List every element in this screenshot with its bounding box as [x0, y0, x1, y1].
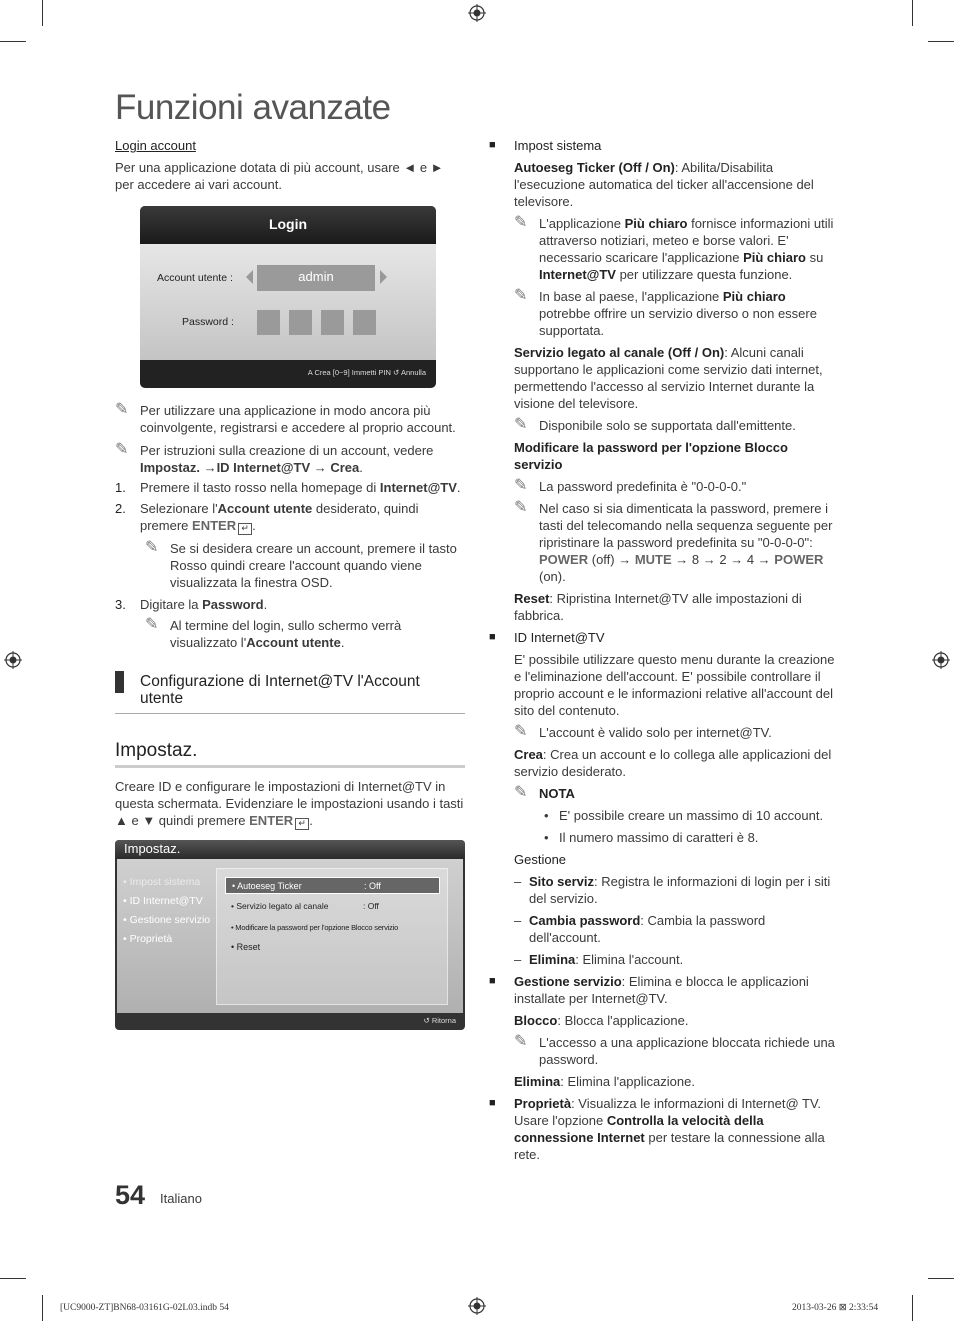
arrow-right-icon[interactable]	[380, 270, 387, 284]
square-bullet-icon: ■	[489, 139, 496, 151]
step-bold: Internet@TV	[379, 480, 457, 495]
item-text: : Blocca l'applicazione.	[557, 1013, 689, 1028]
note-pencil-icon: ✎	[514, 477, 528, 494]
setting-label: • Servizio legato al canale	[231, 901, 329, 911]
note-text: Nel caso si sia dimenticata la password, premere i tasti del telecomando nella sequenza seguente per ripristinare la password predefinita su "0-0-0-0":	[539, 501, 833, 550]
dash-bullet: –	[514, 913, 522, 928]
setting-row-autoeseg-ticker[interactable]	[225, 877, 440, 894]
item-bold: Servizio legato al canale (Off / On)	[514, 345, 725, 360]
item-bold: Cambia password	[529, 913, 641, 928]
note-bold: Più chiaro	[624, 216, 688, 231]
note-pencil-icon: ✎	[115, 441, 129, 458]
item-bold: Reset	[514, 591, 550, 606]
impostaz-text: .	[309, 813, 313, 828]
section-heading	[115, 673, 465, 714]
pin-digit-field[interactable]	[353, 310, 376, 335]
setting-row-modifica-password[interactable]	[225, 919, 440, 936]
item-text: : Abilita/Disabilita l'esecuzione automatica del ticker all'accensione del televisore.	[514, 160, 814, 209]
item-text: : Elimina e blocca le applicazioni installate per Internet@TV.	[514, 974, 809, 1006]
note-text: Per utilizzare una applicazione in modo ancora più coinvolgente, registrarsi e accedere al proprio account.	[140, 403, 456, 435]
print-info-right: 2013-03-26 ⊠ 2:33:54	[792, 1303, 879, 1313]
login-screen-footer: A Crea [0~9] Immetti PIN ↺ Annulla	[307, 368, 426, 377]
account-field[interactable]: admin	[257, 265, 375, 291]
step-number: 3.	[115, 597, 126, 612]
step-number: 1.	[115, 480, 126, 495]
step-text: .	[456, 480, 461, 495]
enter-key: ENTER	[249, 813, 294, 828]
note-pencil-icon: ✎	[115, 401, 129, 418]
item-text: : Visualizza le informazioni di Internet@ TV. Usare l'opzione	[514, 1096, 822, 1128]
impostaz-screen-footer: ↺ Ritorna	[423, 1016, 456, 1025]
item-text: per testare la connessione alla rete.	[514, 1130, 825, 1162]
pin-digit-field[interactable]	[257, 310, 280, 335]
crop-mark	[42, 0, 43, 26]
item-text: E' possibile utilizzare questo menu durante la creazione e l'eliminazione dell'account. E' possibile controllare il proprio account e le informazioni relative all'account del sito del contenuto.	[514, 652, 835, 718]
square-bullet-icon: ■	[489, 631, 496, 643]
account-label: Account utente :	[157, 272, 233, 284]
settings-panel	[216, 868, 448, 1005]
note-text: (off) →	[588, 552, 635, 567]
menu-item-proprieta[interactable]: • Proprietà	[123, 933, 173, 945]
step-bold: Password	[202, 597, 264, 612]
item-bold: Elimina	[514, 1074, 561, 1089]
item-bold: Autoeseg Ticker (Off / On)	[514, 160, 675, 175]
right-column	[489, 137, 839, 1168]
item-text: : Elimina l'applicazione.	[560, 1074, 695, 1089]
login-account-text: Per una applicazione dotata di più account, usare ◄ e ► per accedere ai vari account.	[115, 160, 444, 192]
note-text: Al termine del login, sullo schermo verrà visualizzato l'	[170, 618, 402, 650]
crop-mark	[912, 1295, 913, 1321]
item-bold: Gestione servizio	[514, 974, 622, 989]
pin-digit-field[interactable]	[289, 310, 312, 335]
login-screen-header: Login	[140, 206, 436, 244]
note-text: In base al paese, l'applicazione	[539, 289, 723, 304]
note-pencil-icon: ✎	[514, 784, 528, 801]
menu-item-gestione-servizio[interactable]: • Gestione servizio	[123, 914, 211, 926]
bullet-text: Il numero massimo di caratteri è 8.	[559, 830, 759, 845]
setting-label: • Modificare la password per l'opzione Blocco servizio	[231, 923, 399, 932]
login-screen-body	[140, 244, 436, 360]
note-text: per utilizzare questa funzione.	[615, 267, 793, 282]
impostaz-screen-body	[117, 859, 463, 1013]
note-bold: Account utente	[246, 635, 341, 650]
enter-icon: ↵	[295, 818, 309, 830]
item-text: : Crea un account e lo collega alle applicazioni del servizio desiderato.	[514, 747, 832, 779]
note-text: Disponibile solo se supportata dall'emittente.	[539, 418, 796, 433]
arrow-left-icon[interactable]	[246, 270, 253, 284]
bullet-dot-icon: •	[544, 830, 549, 845]
note-pencil-icon: ✎	[514, 1033, 528, 1050]
print-info-left: [UC9000-ZT]BN68-03161G-02L03.indb 54	[60, 1303, 229, 1313]
step-text: .	[263, 597, 268, 612]
step-text: Digitare la	[140, 597, 203, 612]
setting-row-reset[interactable]	[225, 939, 440, 956]
setting-label: • Reset	[231, 942, 261, 952]
bullet-text: E' possibile creare un massimo di 10 account.	[559, 808, 824, 823]
step-number: 2.	[115, 501, 126, 516]
item-text: : Cambia la password dell'account.	[529, 913, 766, 945]
key-name: MUTE	[634, 552, 672, 567]
section-bar	[115, 671, 124, 693]
enter-key: ENTER	[192, 518, 237, 533]
item-text: : Elimina l'account.	[575, 952, 684, 967]
note-bold: NOTA	[539, 786, 575, 801]
note-text: .	[359, 460, 363, 475]
note-bold: Più chiaro	[743, 250, 806, 265]
registration-mark-icon	[468, 1297, 486, 1315]
note-pencil-icon: ✎	[514, 416, 528, 433]
note-text: potrebbe offrire un servizio diverso o non essere supportata.	[539, 306, 817, 338]
item-text: : Ripristina Internet@TV alle impostazioni di fabbrica.	[514, 591, 802, 623]
step-bold: Account utente	[217, 501, 313, 516]
impostaz-text: Creare ID e configurare le impostazioni di Internet@TV in questa schermata. Evidenziare le impostazioni usando i tasti ▲ e ▼ quindi premere	[115, 779, 464, 828]
item-bold: Crea	[514, 747, 543, 762]
login-screen	[140, 206, 436, 388]
crop-mark	[912, 0, 913, 26]
left-column	[115, 137, 465, 1030]
key-name: POWER	[539, 552, 589, 567]
note-pencil-icon: ✎	[145, 616, 159, 633]
note-text: su	[805, 250, 824, 265]
pin-digit-field[interactable]	[321, 310, 344, 335]
note-pencil-icon: ✎	[514, 214, 528, 231]
login-account-heading: Login account	[115, 138, 196, 153]
step-text: Premere il tasto rosso nella homepage di	[140, 480, 380, 495]
menu-item-impost-sistema[interactable]: • Impost sistema	[123, 876, 201, 888]
step-text: .	[252, 518, 256, 533]
item-text: : Alcuni canali supportano le applicazioni come servizio dati internet, permettendo l'accesso al servizio Internet durante la visione del televisore.	[514, 345, 823, 411]
step-text: Selezionare l'	[140, 501, 218, 516]
registration-mark-icon	[4, 651, 22, 669]
note-pencil-icon: ✎	[145, 539, 159, 556]
crop-mark	[928, 41, 954, 42]
note-pencil-icon: ✎	[514, 287, 528, 304]
item-heading: ID Internet@TV	[514, 630, 605, 645]
crop-mark	[0, 41, 26, 42]
note-bold: Più chiaro	[722, 289, 786, 304]
item-bold: Proprietà	[514, 1096, 572, 1111]
note-pencil-icon: ✎	[514, 723, 528, 740]
impostaz-menu	[123, 873, 210, 949]
note-bold: Internet@TV	[539, 267, 616, 282]
password-label: Password :	[182, 316, 234, 328]
item-heading: Gestione	[514, 852, 567, 867]
item-bold: Sito serviz	[529, 874, 595, 889]
note-text: .	[340, 635, 345, 650]
note-text: L'applicazione	[539, 216, 625, 231]
note-text: Per istruzioni sulla creazione di un account, vedere	[140, 443, 434, 458]
note-text: (on).	[539, 569, 566, 584]
square-bullet-icon: ■	[489, 975, 496, 987]
note-text: L'accesso a una applicazione bloccata richiede una password.	[539, 1035, 835, 1067]
language-label: Italiano	[160, 1191, 202, 1206]
crop-mark	[0, 1278, 26, 1279]
dash-bullet: –	[514, 874, 522, 889]
impostaz-heading: Impostaz.	[115, 740, 465, 768]
note-text: La password predefinita è "0-0-0-0."	[539, 479, 747, 494]
item-heading: Impost sistema	[514, 138, 602, 153]
note-text: → 8 → 2 → 4 →	[671, 552, 775, 567]
menu-item-id-internet[interactable]: • ID Internet@TV	[123, 895, 203, 907]
key-name: POWER	[774, 552, 824, 567]
dash-bullet: –	[514, 952, 522, 967]
bullet-dot-icon: •	[544, 808, 549, 823]
impostaz-screen	[115, 840, 465, 1030]
square-bullet-icon: ■	[489, 1097, 496, 1109]
note-pencil-icon: ✎	[514, 499, 528, 516]
note-text: fornisce informazioni utili attraverso notiziari, meteo e borse valori. E' necessario scaricare l'applicazione	[539, 216, 834, 265]
note-bold: Impostaz. →ID Internet@TV → Crea	[140, 460, 360, 475]
item-bold: Modificare la password per l'opzione Blocco servizio	[514, 440, 788, 472]
crop-mark	[42, 1295, 43, 1321]
enter-icon: ↵	[238, 523, 252, 535]
item-bold: Controlla la velocità della connessione Internet	[514, 1113, 764, 1145]
section-title: Configurazione di Internet@TV l'Account utente	[140, 673, 420, 707]
registration-mark-icon	[932, 651, 950, 669]
item-bold: Blocco	[514, 1013, 558, 1028]
setting-value: : Off	[363, 901, 379, 911]
note-text: L'account è valido solo per internet@TV.	[539, 725, 772, 740]
impostaz-screen-header: Impostaz.	[115, 840, 465, 859]
page-title: Funzioni avanzate	[115, 88, 391, 127]
setting-value: : Off	[364, 881, 381, 891]
item-text: : Registra le informazioni di login per i siti del servizio.	[529, 874, 831, 906]
setting-row-servizio-legato[interactable]	[225, 898, 440, 915]
setting-label: • Autoeseg Ticker	[232, 881, 302, 891]
note-text: Se si desidera creare un account, premere il tasto Rosso quindi creare l'account quando viene visualizzata la finestra OSD.	[170, 541, 457, 590]
page-number: 54	[115, 1180, 146, 1210]
step-text: desiderato, quindi premere	[140, 501, 419, 533]
crop-mark	[928, 1278, 954, 1279]
registration-mark-icon	[468, 4, 486, 22]
item-bold: Elimina	[529, 952, 576, 967]
